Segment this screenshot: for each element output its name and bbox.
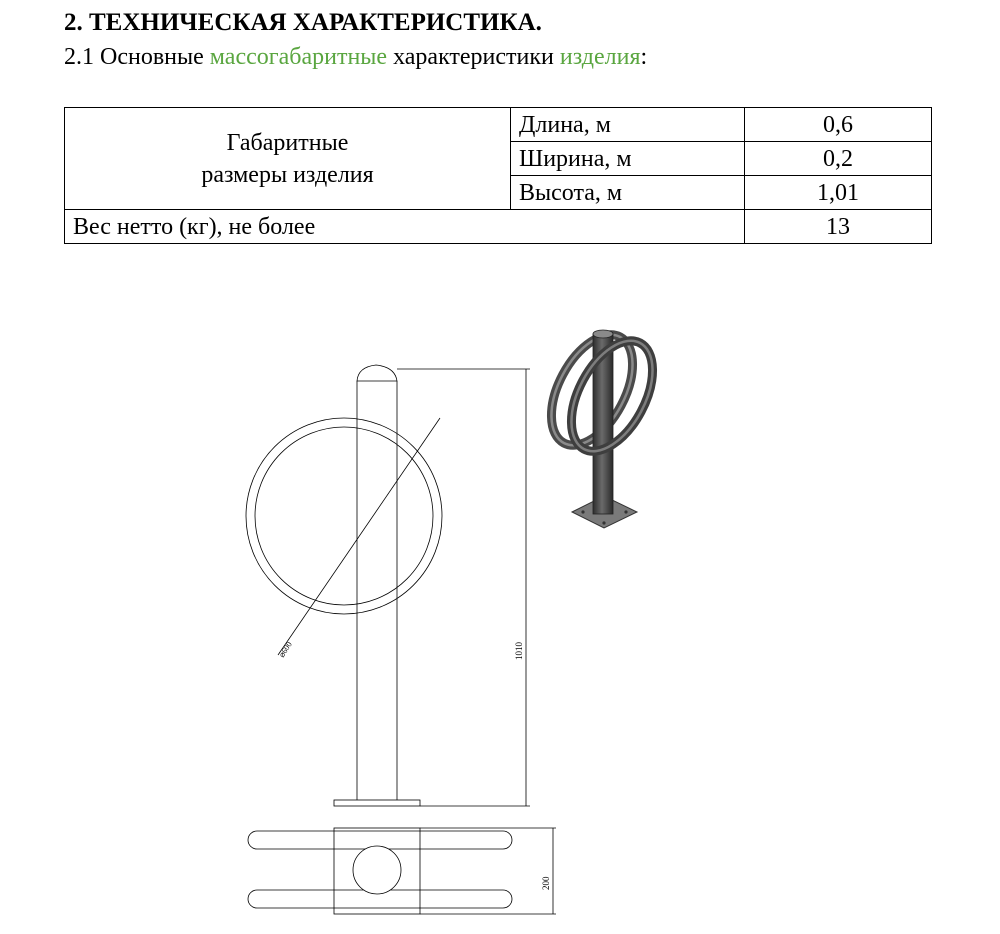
width-dimension: 200 (541, 876, 551, 890)
render-pole-top (593, 330, 613, 338)
subheading-part2: характеристики (387, 44, 560, 70)
length-label: Длина, м (511, 108, 745, 142)
subheading-part1: 2.1 Основные (64, 44, 210, 70)
base-plate (334, 800, 420, 806)
weight-label: Вес нетто (кг), не более (65, 210, 745, 244)
subheading-part3: : (640, 44, 648, 70)
diameter-line (278, 418, 440, 655)
ring-outer (246, 418, 442, 614)
width-value: 0,2 (745, 142, 932, 176)
height-value: 1,01 (745, 176, 932, 210)
subheading-highlight-product: изделия (559, 44, 641, 70)
diameter-dimension: ⌀600 (277, 640, 294, 660)
ring-inner (255, 427, 433, 605)
product-3d-render (535, 322, 670, 528)
dimensions-group-label-line1: Габаритные (226, 129, 349, 156)
width-label: Ширина, м (511, 142, 745, 176)
top-pole (353, 846, 401, 894)
length-value: 0,6 (745, 108, 932, 142)
top-view (248, 828, 556, 914)
weight-value: 13 (745, 210, 932, 244)
pole-cap (357, 365, 397, 381)
dimensions-group-label-line2: размеры изделия (201, 161, 374, 188)
subheading-highlight-mass: массогабаритные (209, 44, 388, 70)
height-label: Высота, м (511, 176, 745, 210)
front-view (246, 365, 530, 806)
section-heading: 2. ТЕХНИЧЕСКАЯ ХАРАКТЕРИСТИКА. (64, 9, 542, 36)
height-dimension: 1010 (514, 642, 524, 660)
